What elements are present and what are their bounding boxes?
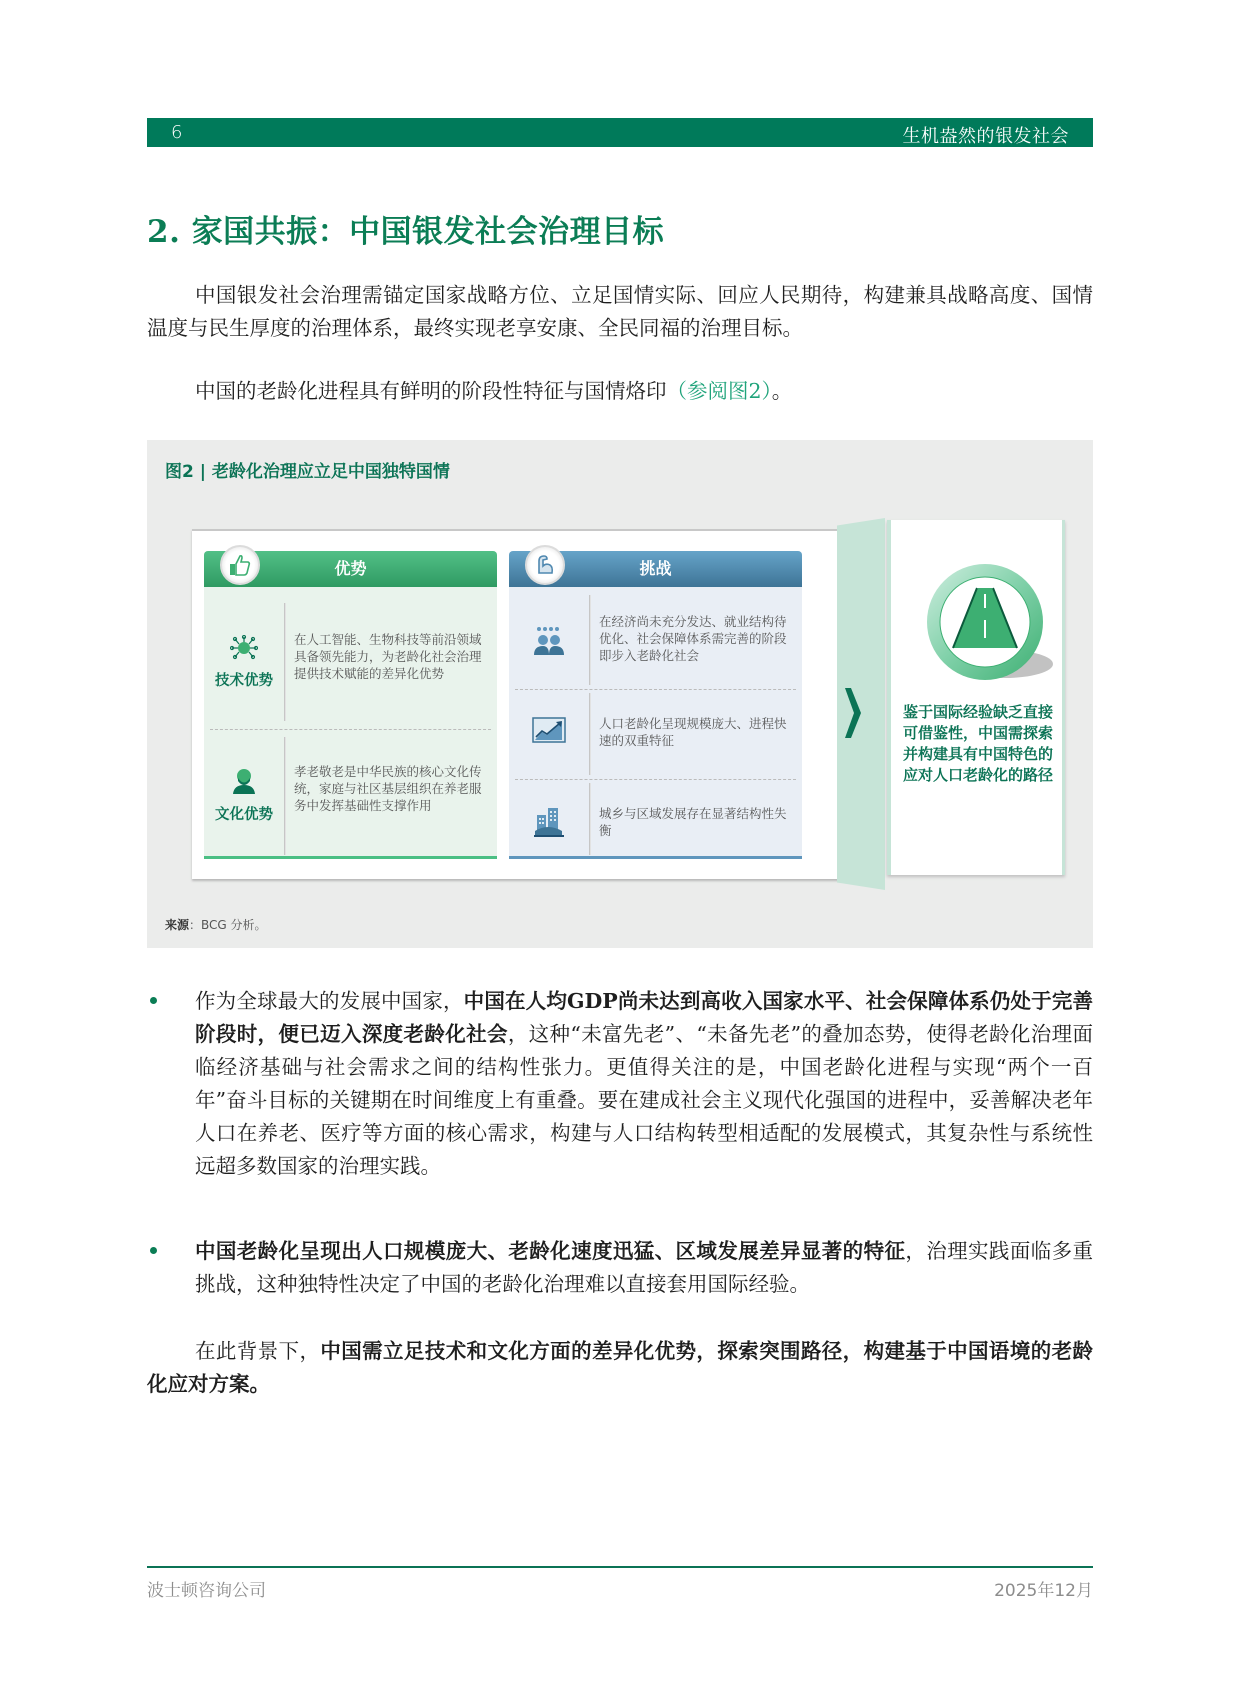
closing-text-bold: 中国需立足技术和文化方面的差异化优势，探索突围路径，构建基于中国语境的老龄化应对方案。 — [147, 1339, 1093, 1396]
figure-reference-paragraph — [147, 375, 1093, 408]
bullet-text — [195, 1235, 1093, 1301]
conclusion-text: 鉴于国际经验缺乏直接可借鉴性，中国需探索并构建具有中国特色的应对人口老龄化的路径 — [903, 703, 1054, 784]
bullet-text-normal: 作为全球最大的发展中国家， — [195, 989, 464, 1013]
bullet-text-bold: 中国在人均GDP尚未达到高收入国家水平、社会保障体系仍处于完善阶段时，便已迈入深度老龄化社会 — [195, 989, 1093, 1046]
advantages-column — [204, 551, 497, 859]
challenge-item — [509, 693, 802, 775]
challenge-item — [509, 783, 802, 855]
paragraph-text: 中国的老龄化进程具有鲜明的阶段性特征与国情烙印 — [195, 379, 667, 403]
figure-2 — [147, 440, 1093, 948]
challenge-description: 城乡与区域发展存在显著结构性失衡 — [599, 806, 787, 838]
advantage-label: 文化优势 — [215, 807, 273, 823]
conclusion-card — [887, 520, 1065, 875]
city-buildings-icon — [534, 822, 564, 841]
advantages-header-label: 优势 — [334, 559, 367, 578]
report-title: 生机盎然的银发社会 — [902, 126, 1069, 147]
bullet-text-normal: ，这种“未富先老”、“未备先老”的叠加态势，使得老龄化治理面临经济基础与社会需求之间的结构性张力。更值得关注的是，中国老龄化进程与实现“两个一百年”奋斗目标的关键期在时间维度上有重叠。要在建成社会主义现代化强国的进程中，妥善解决老年人口在养老、医疗等方面的核心需求，构建与人口结构转型相适配的发展模式，其复杂性与系统性远超多数国家的治理实践。 — [195, 1022, 1093, 1178]
page-header-bar — [147, 118, 1093, 147]
divider — [589, 783, 591, 855]
footer-company: 波士顿咨询公司 — [147, 1581, 266, 1601]
row-divider — [515, 689, 796, 690]
ai-brain-circuit-icon — [230, 646, 258, 665]
challenges-column — [509, 551, 802, 859]
divider — [284, 603, 286, 721]
section-title: 2. 家国共振：中国银发社会治理目标 — [147, 214, 665, 250]
flexed-arm-icon — [525, 545, 565, 585]
figure-source — [165, 916, 267, 933]
advantage-description: 在人工智能、生物科技等前沿领域具备领先能力，为老龄化社会治理提供技术赋能的差异化优势 — [294, 632, 482, 681]
divider — [589, 693, 591, 775]
footer-divider — [147, 1566, 1093, 1568]
chevron-right-icon — [845, 688, 861, 742]
road-icon — [925, 562, 1055, 694]
thumbs-up-icon — [220, 545, 260, 585]
challenge-description: 人口老龄化呈现规模庞大、进程快速的双重特征 — [599, 716, 787, 748]
intro-paragraph: 中国银发社会治理需锚定国家战略方位、立足国情实际、回应人民期待，构建兼具战略高度、国情温度与民生厚度的治理体系，最终实现老享安康、全民同福的治理目标。 — [147, 283, 1093, 340]
elder-person-icon — [231, 780, 257, 799]
paragraph-end: 。 — [771, 379, 793, 403]
advantage-item-tech — [204, 603, 497, 721]
page-number: 6 — [171, 122, 183, 143]
challenge-description: 在经济尚未充分发达、就业结构待优化、社会保障体系需完善的阶段即步入老龄化社会 — [599, 614, 787, 663]
advantages-challenges-panel — [192, 529, 842, 879]
bullet-item — [147, 1235, 1093, 1301]
figure-title: 图2 | 老龄化治理应立足中国独特国情 — [165, 462, 450, 482]
closing-paragraph — [147, 1335, 1093, 1401]
advantage-description: 孝老敬老是中华民族的核心文化传统，家庭与社区基层组织在养老服务中发挥基础性支撑作用 — [294, 764, 482, 813]
source-label: 来源 — [165, 918, 190, 932]
rising-chart-icon — [532, 728, 566, 747]
challenges-header-label: 挑战 — [639, 559, 672, 578]
footer-date: 2025年12月 — [994, 1581, 1093, 1601]
challenge-item — [509, 595, 802, 685]
advantage-item-culture — [204, 737, 497, 855]
advantage-label: 技术优势 — [215, 673, 273, 689]
advantages-header — [204, 551, 497, 587]
divider — [284, 737, 286, 855]
source-text: ：BCG 分析。 — [189, 918, 267, 932]
bullet-dot-icon — [150, 1247, 157, 1254]
row-divider — [515, 779, 796, 780]
divider — [589, 595, 591, 685]
row-divider — [210, 729, 491, 730]
closing-text-normal: 在此背景下， — [195, 1339, 321, 1363]
bullet-dot-icon — [150, 997, 157, 1004]
bullet-text-normal: ，治理实践面临多重挑战，这种独特性决定了中国的老龄化治理难以直接套用国际经验。 — [195, 1239, 1094, 1296]
figure-2-link[interactable]: （参阅图2） — [666, 379, 772, 403]
challenges-header — [509, 551, 802, 587]
bullet-text-bold: 中国老龄化呈现出人口规模庞大、老龄化速度迅猛、区域发展差异显著的特征 — [195, 1239, 906, 1263]
crowd-people-icon — [532, 640, 566, 659]
bullet-item — [147, 985, 1093, 1183]
bullet-text — [195, 985, 1093, 1183]
